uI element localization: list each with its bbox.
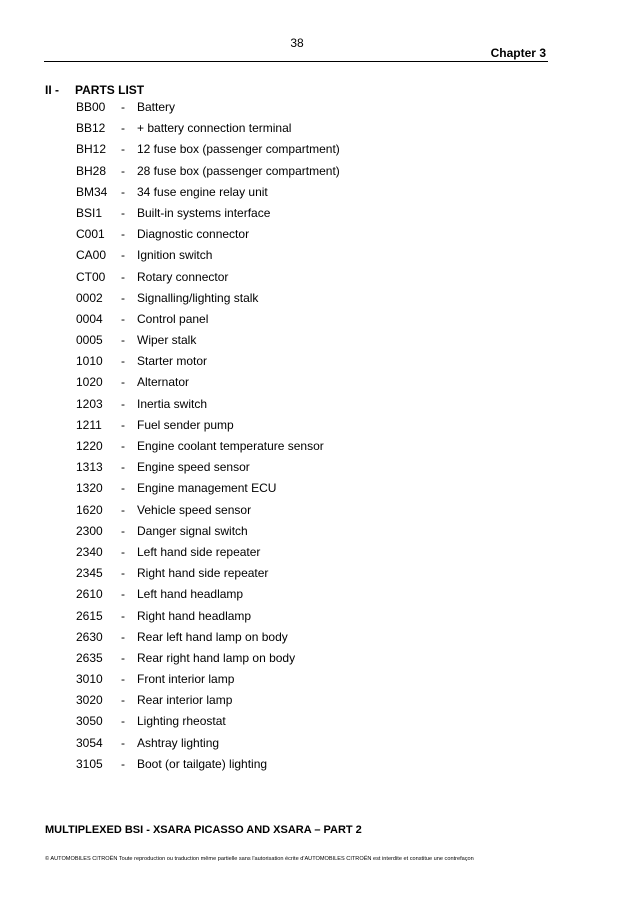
list-item [0,203,638,224]
part-description: Right hand headlamp [137,608,252,623]
list-item [0,521,638,542]
part-dash: - [121,396,125,411]
list-item [0,372,638,393]
part-code: 1620 [76,502,103,517]
list-item [0,182,638,203]
section-number: II - [45,83,59,97]
list-item [0,500,638,521]
header-divider [44,61,548,62]
part-description: Diagnostic connector [137,227,250,242]
part-description: Wiper stalk [137,333,197,348]
part-code: 2635 [76,650,103,665]
part-dash: - [121,544,125,559]
part-description: 28 fuse box (passenger compartment) [137,163,340,178]
part-dash: - [121,608,125,623]
part-description: Front interior lamp [137,672,235,687]
list-item [0,436,638,457]
parts-list [0,97,638,775]
part-description: Rear right hand lamp on body [137,650,296,665]
part-dash: - [121,460,125,475]
part-description: Control panel [137,311,209,326]
part-code: 3050 [76,714,103,729]
part-dash: - [121,311,125,326]
list-item [0,478,638,499]
list-item [0,584,638,605]
part-description: Alternator [137,375,190,390]
part-description: Engine speed sensor [137,460,250,475]
part-description: Ignition switch [137,248,213,263]
page-number: 38 [290,36,304,50]
part-dash: - [121,587,125,602]
part-dash: - [121,375,125,390]
part-code: CT00 [76,269,106,284]
part-dash: - [121,269,125,284]
part-description: Boot (or tailgate) lighting [137,756,268,771]
part-dash: - [121,693,125,708]
part-dash: - [121,290,125,305]
part-code: C001 [76,227,105,242]
part-description: Lighting rheostat [137,714,226,729]
part-dash: - [121,248,125,263]
list-item [0,563,638,584]
part-description: + battery connection terminal [137,121,292,136]
list-item [0,733,638,754]
part-code: 0005 [76,333,103,348]
list-item [0,288,638,309]
part-dash: - [121,184,125,199]
part-description: Inertia switch [137,396,208,411]
part-dash: - [121,205,125,220]
part-code: 2610 [76,587,103,602]
part-code: 1211 [76,417,102,432]
part-description: Left hand headlamp [137,587,244,602]
part-code: 2340 [76,544,103,559]
part-dash: - [121,756,125,771]
part-code: 3105 [76,756,103,771]
part-code: BB12 [76,121,106,136]
list-item [0,139,638,160]
part-description: Battery [137,100,176,114]
part-description: Rotary connector [137,269,229,284]
part-code: BSI1 [76,205,103,220]
part-dash: - [121,333,125,348]
list-item [0,711,638,732]
list-item [0,648,638,669]
list-item [0,690,638,711]
part-code: BM34 [76,184,108,199]
list-item [0,118,638,139]
list-item [0,330,638,351]
part-code: BH28 [76,163,107,178]
part-code: 1320 [76,481,103,496]
list-item [0,245,638,266]
list-item [0,754,638,775]
section-title: PARTS LIST [75,83,145,97]
part-code: 3020 [76,693,103,708]
part-code: 2345 [76,566,103,581]
part-dash: - [121,735,125,750]
list-item [0,669,638,690]
part-code: 3010 [76,672,103,687]
part-dash: - [121,672,125,687]
part-description: 34 fuse engine relay unit [137,184,268,199]
part-description: Fuel sender pump [137,417,234,432]
part-description: Engine coolant temperature sensor [137,439,324,453]
part-dash: - [121,163,125,178]
part-dash: - [121,523,125,538]
part-dash: - [121,502,125,517]
part-code: 0002 [76,290,103,305]
part-code: 1220 [76,439,103,453]
part-description: 12 fuse box (passenger compartment) [137,142,340,157]
part-dash: - [121,650,125,665]
list-item [0,542,638,563]
list-item [0,351,638,372]
list-item [0,161,638,182]
part-code: 3054 [76,735,103,750]
part-dash: - [121,714,125,729]
part-code: BB00 [76,100,106,114]
part-code: 1010 [76,354,103,369]
list-item [0,267,638,288]
part-description: Engine management ECU [137,481,277,496]
list-item [0,627,638,648]
part-dash: - [121,142,125,157]
part-code: 2615 [76,608,103,623]
part-description: Signalling/lighting stalk [137,290,259,305]
part-description: Ashtray lighting [137,735,220,750]
list-item [0,606,638,627]
part-dash: - [121,439,125,453]
list-item [0,309,638,330]
part-dash: - [121,481,125,496]
part-code: 2300 [76,523,103,538]
list-item [0,394,638,415]
chapter-label: Chapter 3 [490,46,546,60]
part-code: CA00 [76,248,107,263]
part-code: 0004 [76,311,103,326]
part-dash: - [121,227,125,242]
list-item [0,224,638,245]
list-item [0,415,638,436]
part-dash: - [121,629,125,644]
part-description: Built-in systems interface [137,205,271,220]
footer-title: MULTIPLEXED BSI - XSARA PICASSO AND XSARA – PART 2 [45,824,362,836]
part-dash: - [121,566,125,581]
part-code: 1203 [76,396,103,411]
part-description: Right hand side repeater [137,566,269,581]
part-dash: - [121,100,125,114]
part-code: BH12 [76,142,107,157]
part-description: Rear interior lamp [137,693,233,708]
part-description: Left hand side repeater [137,544,261,559]
part-description: Rear left hand lamp on body [137,629,288,644]
part-code: 1313 [76,460,103,475]
part-code: 2630 [76,629,103,644]
part-description: Starter motor [137,354,208,369]
part-description: Vehicle speed sensor [137,502,252,517]
part-description: Danger signal switch [137,523,248,538]
list-item [0,457,638,478]
part-dash: - [121,121,125,136]
list-item [0,97,638,118]
part-code: 1020 [76,375,103,390]
part-dash: - [121,354,125,369]
copyright-notice: © AUTOMOBILES CITROËN Toute reproduction ou traduction même partielle sans l'autorisation écrite d'AUTOMOBILES CITROËN est interdite et constitue une contrefaçon [45,856,474,862]
part-dash: - [121,417,125,432]
